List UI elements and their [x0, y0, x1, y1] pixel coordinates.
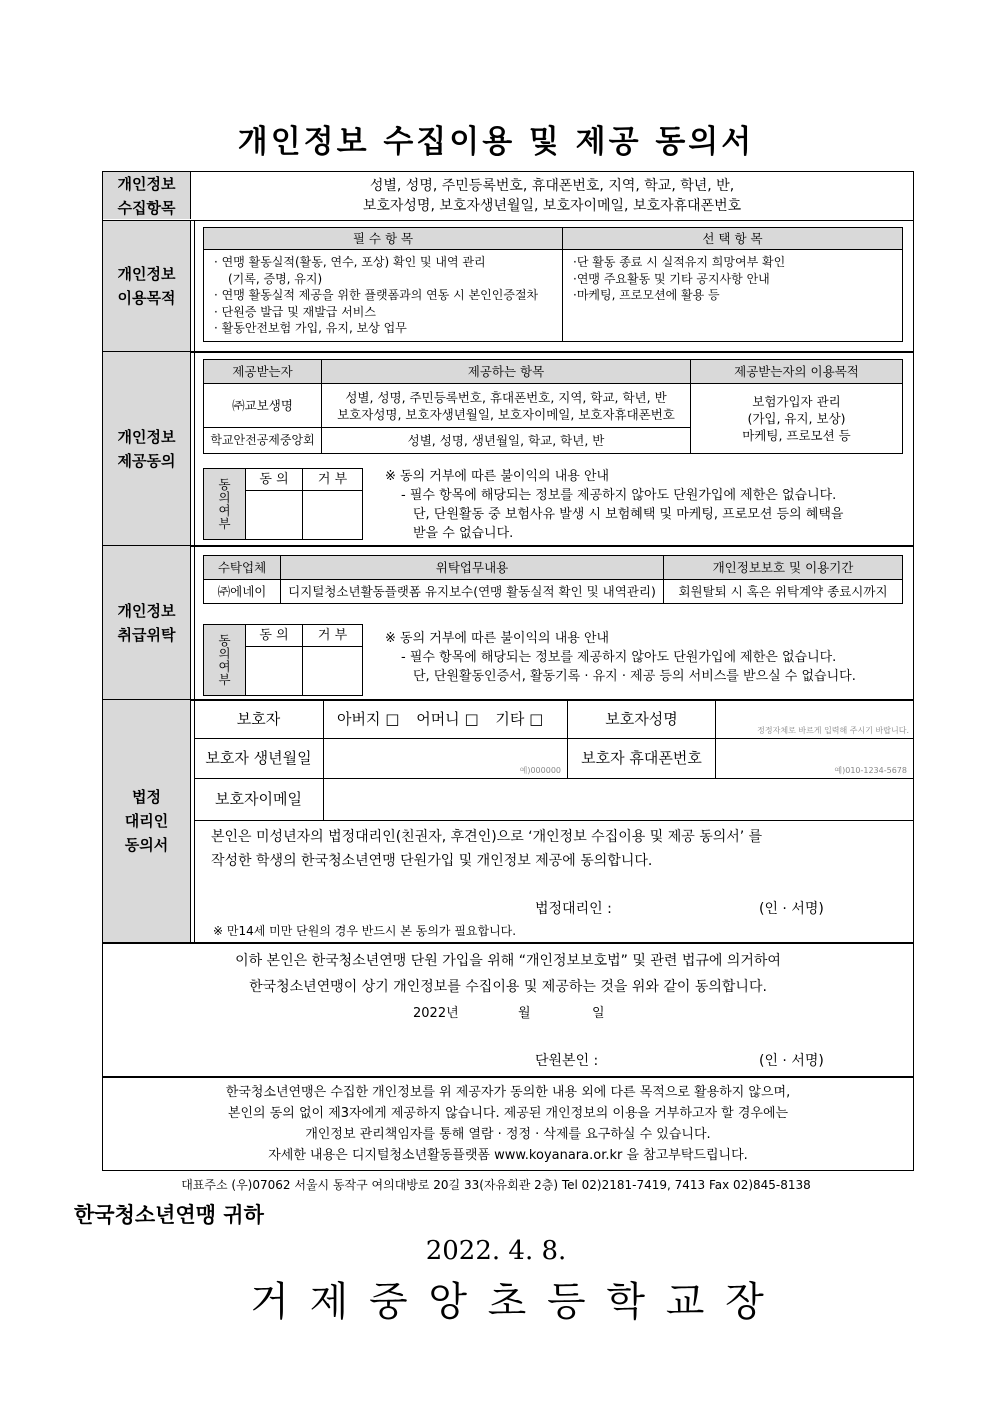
outsourcing-table: 수탁업체 위탁업무내용 개인정보보호 및 이용기간 ㈜에네이 디지털청소년활동플랫폼 유지보수(연맹 활동실적 확인 및 내역관리) 회원탈퇴 시 혹은 위탁계약 종료시까지 — [203, 555, 903, 604]
consent-label: 동 의 여 부 — [204, 625, 246, 695]
date-year: 2022년 — [413, 1006, 459, 1021]
section-label: 개인정보 이용목적 — [103, 221, 191, 351]
section-legal-guardian — [102, 699, 914, 944]
date-month: 월 — [518, 1006, 531, 1021]
footer-address: 대표주소 (우)07062 서울시 동작구 여의대방로 20길 33(자유회관 2층) Tel 02)2181-7419, 7413 Fax 02)845-8138 — [181, 1178, 811, 1192]
member-signature[interactable]: (인 · 서명) — [759, 1053, 824, 1069]
email-label: 보호자이메일 — [215, 790, 302, 808]
recipient-kyobo: ㈜교보생명 — [204, 384, 322, 428]
date-day: 일 — [592, 1006, 605, 1021]
optional-header: 선 택 항 목 — [563, 228, 903, 250]
school-principal: 거 제 중 앙 초 등 학 교 장 — [250, 1279, 768, 1325]
mother-checkbox[interactable]: 어머니 □ — [416, 710, 479, 728]
section-label: 개인정보 취급위탁 — [103, 546, 191, 699]
required-header: 필 수 항 목 — [204, 228, 563, 250]
section-provision — [102, 351, 914, 547]
section-member-consent — [102, 942, 914, 1078]
collection-items-text: 성별, 성명, 주민등록번호, 휴대폰번호, 지역, 학교, 학년, 반, 보호자성명, 보호자생년월일, 보호자이메일, 보호자휴대폰번호 — [362, 178, 742, 214]
addressee: 한국청소년연맹 귀하 — [74, 1203, 264, 1227]
section-label: 개인정보 수집항목 — [103, 172, 191, 219]
refuse-header: 거 부 — [303, 469, 362, 491]
provision-notice: ※ 동의 거부에 따른 불이익의 내용 안내 - 필수 항목에 해당되는 정보를 제공하지 않아도 단원가입에 제한은 없습니다. 단, 단원활동 중 보험사유 발생 시 보험혜택 및 마케팅, 프로모션 등의 혜택을 받을 수 없습니다. — [385, 469, 844, 541]
legal-rep-label: 법정대리인 : — [535, 901, 612, 917]
outsourcing-consent-box — [203, 624, 363, 696]
section-label: 법정 대리인 동의서 — [103, 700, 191, 942]
other-checkbox[interactable]: 기타 □ — [495, 710, 544, 728]
member-label: 단원본인 : — [535, 1053, 599, 1069]
issue-date: 2022. 4. 8. — [425, 1236, 567, 1266]
section-privacy-notice — [102, 1076, 914, 1171]
guardian-signature[interactable]: (인 · 서명) — [759, 901, 824, 917]
relation-options — [337, 700, 543, 738]
privacy-notice-text: 한국청소년연맹은 수집한 개인정보를 위 제공자가 동의한 내용 외에 다른 목적으로 활용하지 않으며, 본인의 동의 없이 제3자에게 제공하지 않습니다. 제공된 개인정보의 이용을 거부하고자 할 경우에는 개인정보 관리책임자를 통해 열람 · 정정 · 삭제를 요구하실 수 있습니다. 자세한 내용은 디지털청소년활동플랫폼 www.koyanara.or.kr 을 참고부탁드립니다. — [225, 1085, 791, 1163]
father-checkbox[interactable]: 아버지 □ — [337, 710, 400, 728]
guardian-statement: 본인은 미성년자의 법정대리인(친권자, 후견인)으로 ‘개인정보 수집이용 및 제공 동의서’ 를 작성한 학생의 한국청소년연맹 단원가입 및 개인정보 제공에 동의합니다. — [211, 829, 763, 869]
recipient-purpose: 보험가입자 관리 (가입, 유지, 보상) 마케팅, 프로모션 등 — [691, 384, 903, 454]
optional-items: ·단 활동 종료 시 실적유지 희망여부 확인 ·연맹 주요활동 및 기타 공지사항 안내 ·마케팅, 프로모션에 활용 등 — [563, 250, 903, 342]
provision-consent-box — [203, 468, 363, 540]
birth-field[interactable] — [324, 738, 567, 778]
section-outsourcing — [102, 545, 914, 701]
birth-label: 보호자 생년월일 — [205, 749, 312, 767]
outsourcing-notice: ※ 동의 거부에 따른 불이익의 내용 안내 - 필수 항목에 해당되는 정보를 제공하지 않아도 단원가입에 제한은 없습니다. 단, 단원활동인증서, 활동기록 · 유지 · 제공 등의 서비스를 받으실 수 없습니다. — [385, 631, 856, 684]
section-purpose — [102, 221, 914, 353]
guardian-name-field[interactable] — [716, 700, 913, 738]
guardian-note: ※ 만14세 미만 단원의 경우 반드시 본 동의가 필요합니다. — [213, 924, 517, 938]
phone-hint: 예)010-1234-5678 — [834, 766, 907, 775]
guardian-label: 보호자 — [236, 710, 281, 728]
section-label: 개인정보 제공동의 — [103, 352, 191, 545]
member-consent-text: 이하 본인은 한국청소년연맹 단원 가입을 위해 “개인정보보호법” 및 관련 법규에 의거하여 한국청소년연맹이 상기 개인정보를 수집이용 및 제공하는 것을 위와 같이 동의합니다. — [235, 953, 781, 995]
section-collection-items — [102, 171, 914, 221]
email-field[interactable] — [324, 778, 913, 820]
refuse-checkbox[interactable] — [303, 647, 362, 695]
phone-label: 보호자 휴대폰번호 — [581, 749, 702, 767]
page-title: 개인정보 수집이용 및 제공 동의서 — [237, 124, 755, 160]
agree-checkbox[interactable] — [246, 647, 303, 695]
consent-label: 동 의 여 부 — [204, 469, 246, 539]
required-items: · 연맹 활동실적(활동, 연수, 포상) 확인 및 내역 관리 (기록, 증명, 유지) · 연맹 활동실적 제공을 위한 플랫폼과의 연동 시 본인인증절차 · 단원증 발급 및 재발급 서비스 · 활동안전보험 가입, 유지, 보상 업무 — [204, 250, 563, 342]
recipient-school-safety: 학교안전공제중앙회 — [204, 428, 322, 454]
refuse-header: 거 부 — [303, 625, 362, 647]
provision-table: 제공받는자 제공하는 항목 제공받는자의 이용목적 ㈜교보생명 성별, 성명, 주민등록번호, 휴대폰번호, 지역, 학교, 학년, 반 보호자성명, 보호자생년월일, 보호자이메일, 보호자휴대폰번호 보험가입자 관리 (가입, 유지, 보상) 마케팅, 프로모션 등 학교안전공제중앙회 성별, 성명, 생년월일, 학교, 학년, 반 — [203, 359, 903, 454]
agree-header: 동 의 — [246, 625, 303, 647]
agree-checkbox[interactable] — [246, 491, 303, 539]
purpose-table — [203, 227, 903, 342]
guardian-name-label: 보호자성명 — [605, 710, 678, 728]
guardian-name-hint: 정정자체로 바르게 입력해 주시기 바랍니다. — [757, 726, 909, 735]
consent-form — [102, 171, 914, 1171]
refuse-checkbox[interactable] — [303, 491, 362, 539]
agree-header: 동 의 — [246, 469, 303, 491]
birth-hint: 예)000000 — [519, 766, 561, 775]
phone-field[interactable] — [716, 738, 913, 778]
